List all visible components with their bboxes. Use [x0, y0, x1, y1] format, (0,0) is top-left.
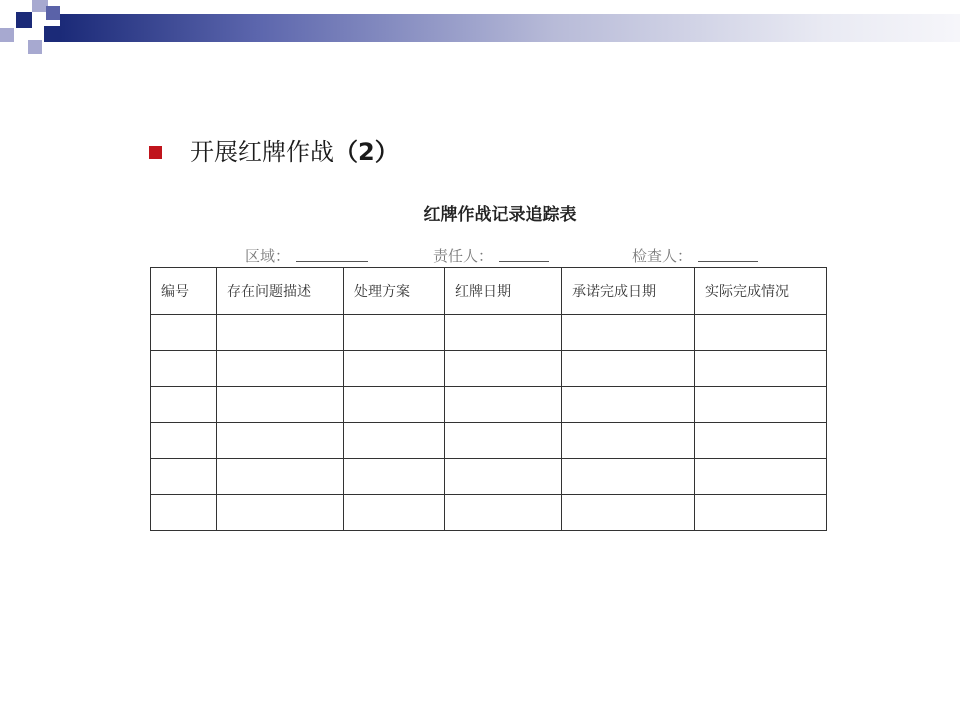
table-cell	[695, 495, 827, 531]
table-cell	[217, 387, 344, 423]
red-tag-tracking-table	[150, 267, 827, 531]
column-header: 存在问题描述	[217, 268, 344, 315]
table-cell	[695, 459, 827, 495]
table-row	[151, 387, 827, 423]
area-label: 区域：	[245, 247, 291, 265]
table-row	[151, 459, 827, 495]
slide-heading	[190, 134, 399, 170]
table-cell	[151, 351, 217, 387]
table-cell	[151, 459, 217, 495]
table-cell	[562, 423, 695, 459]
owner-blank-line	[499, 260, 549, 262]
column-header: 实际完成情况	[695, 268, 827, 315]
table-cell	[562, 495, 695, 531]
heading-text: 开展红牌作战	[190, 138, 334, 166]
table-cell	[344, 459, 445, 495]
area-blank-line	[296, 260, 368, 262]
column-header: 承诺完成日期	[562, 268, 695, 315]
table-row	[151, 423, 827, 459]
column-header: 处理方案	[344, 268, 445, 315]
table-cell	[562, 315, 695, 351]
decorative-header-bar	[0, 0, 960, 60]
table-row	[151, 351, 827, 387]
table-cell	[695, 351, 827, 387]
table-cell	[445, 351, 562, 387]
table-cell	[151, 495, 217, 531]
decor-square	[16, 12, 32, 28]
table-cell	[445, 423, 562, 459]
table-cell	[217, 315, 344, 351]
column-header: 编号	[151, 268, 217, 315]
table-cell	[217, 459, 344, 495]
table-header-row	[151, 268, 827, 315]
decor-gradient-strip	[60, 14, 960, 42]
table-cell	[445, 495, 562, 531]
area-field	[245, 240, 368, 266]
inspector-blank-line	[698, 260, 758, 262]
owner-field	[433, 240, 549, 266]
table-cell	[151, 423, 217, 459]
table-cell	[344, 495, 445, 531]
table-cell	[217, 423, 344, 459]
table-cell	[445, 387, 562, 423]
table-cell	[344, 351, 445, 387]
table-cell	[695, 423, 827, 459]
table-cell	[695, 315, 827, 351]
inspector-label: 检查人：	[632, 247, 693, 265]
table-cell	[562, 351, 695, 387]
column-header: 红牌日期	[445, 268, 562, 315]
inspector-field	[632, 240, 758, 266]
table-cell	[217, 495, 344, 531]
table-cell	[217, 351, 344, 387]
table-cell	[445, 315, 562, 351]
decor-square	[46, 6, 60, 20]
decor-square	[44, 26, 60, 42]
table-cell	[562, 387, 695, 423]
table-cell	[151, 315, 217, 351]
table-cell	[445, 459, 562, 495]
table-title: 红牌作战记录追踪表	[423, 205, 577, 225]
table-row	[151, 495, 827, 531]
table-row	[151, 315, 827, 351]
table-cell	[344, 315, 445, 351]
bullet-icon	[149, 146, 162, 159]
owner-label: 责任人：	[433, 247, 494, 265]
decor-square	[0, 28, 14, 42]
table-cell	[151, 387, 217, 423]
table-cell	[344, 423, 445, 459]
table-cell	[562, 459, 695, 495]
heading-number: （2）	[334, 138, 399, 166]
table-cell	[344, 387, 445, 423]
table-cell	[695, 387, 827, 423]
decor-square	[28, 40, 42, 54]
